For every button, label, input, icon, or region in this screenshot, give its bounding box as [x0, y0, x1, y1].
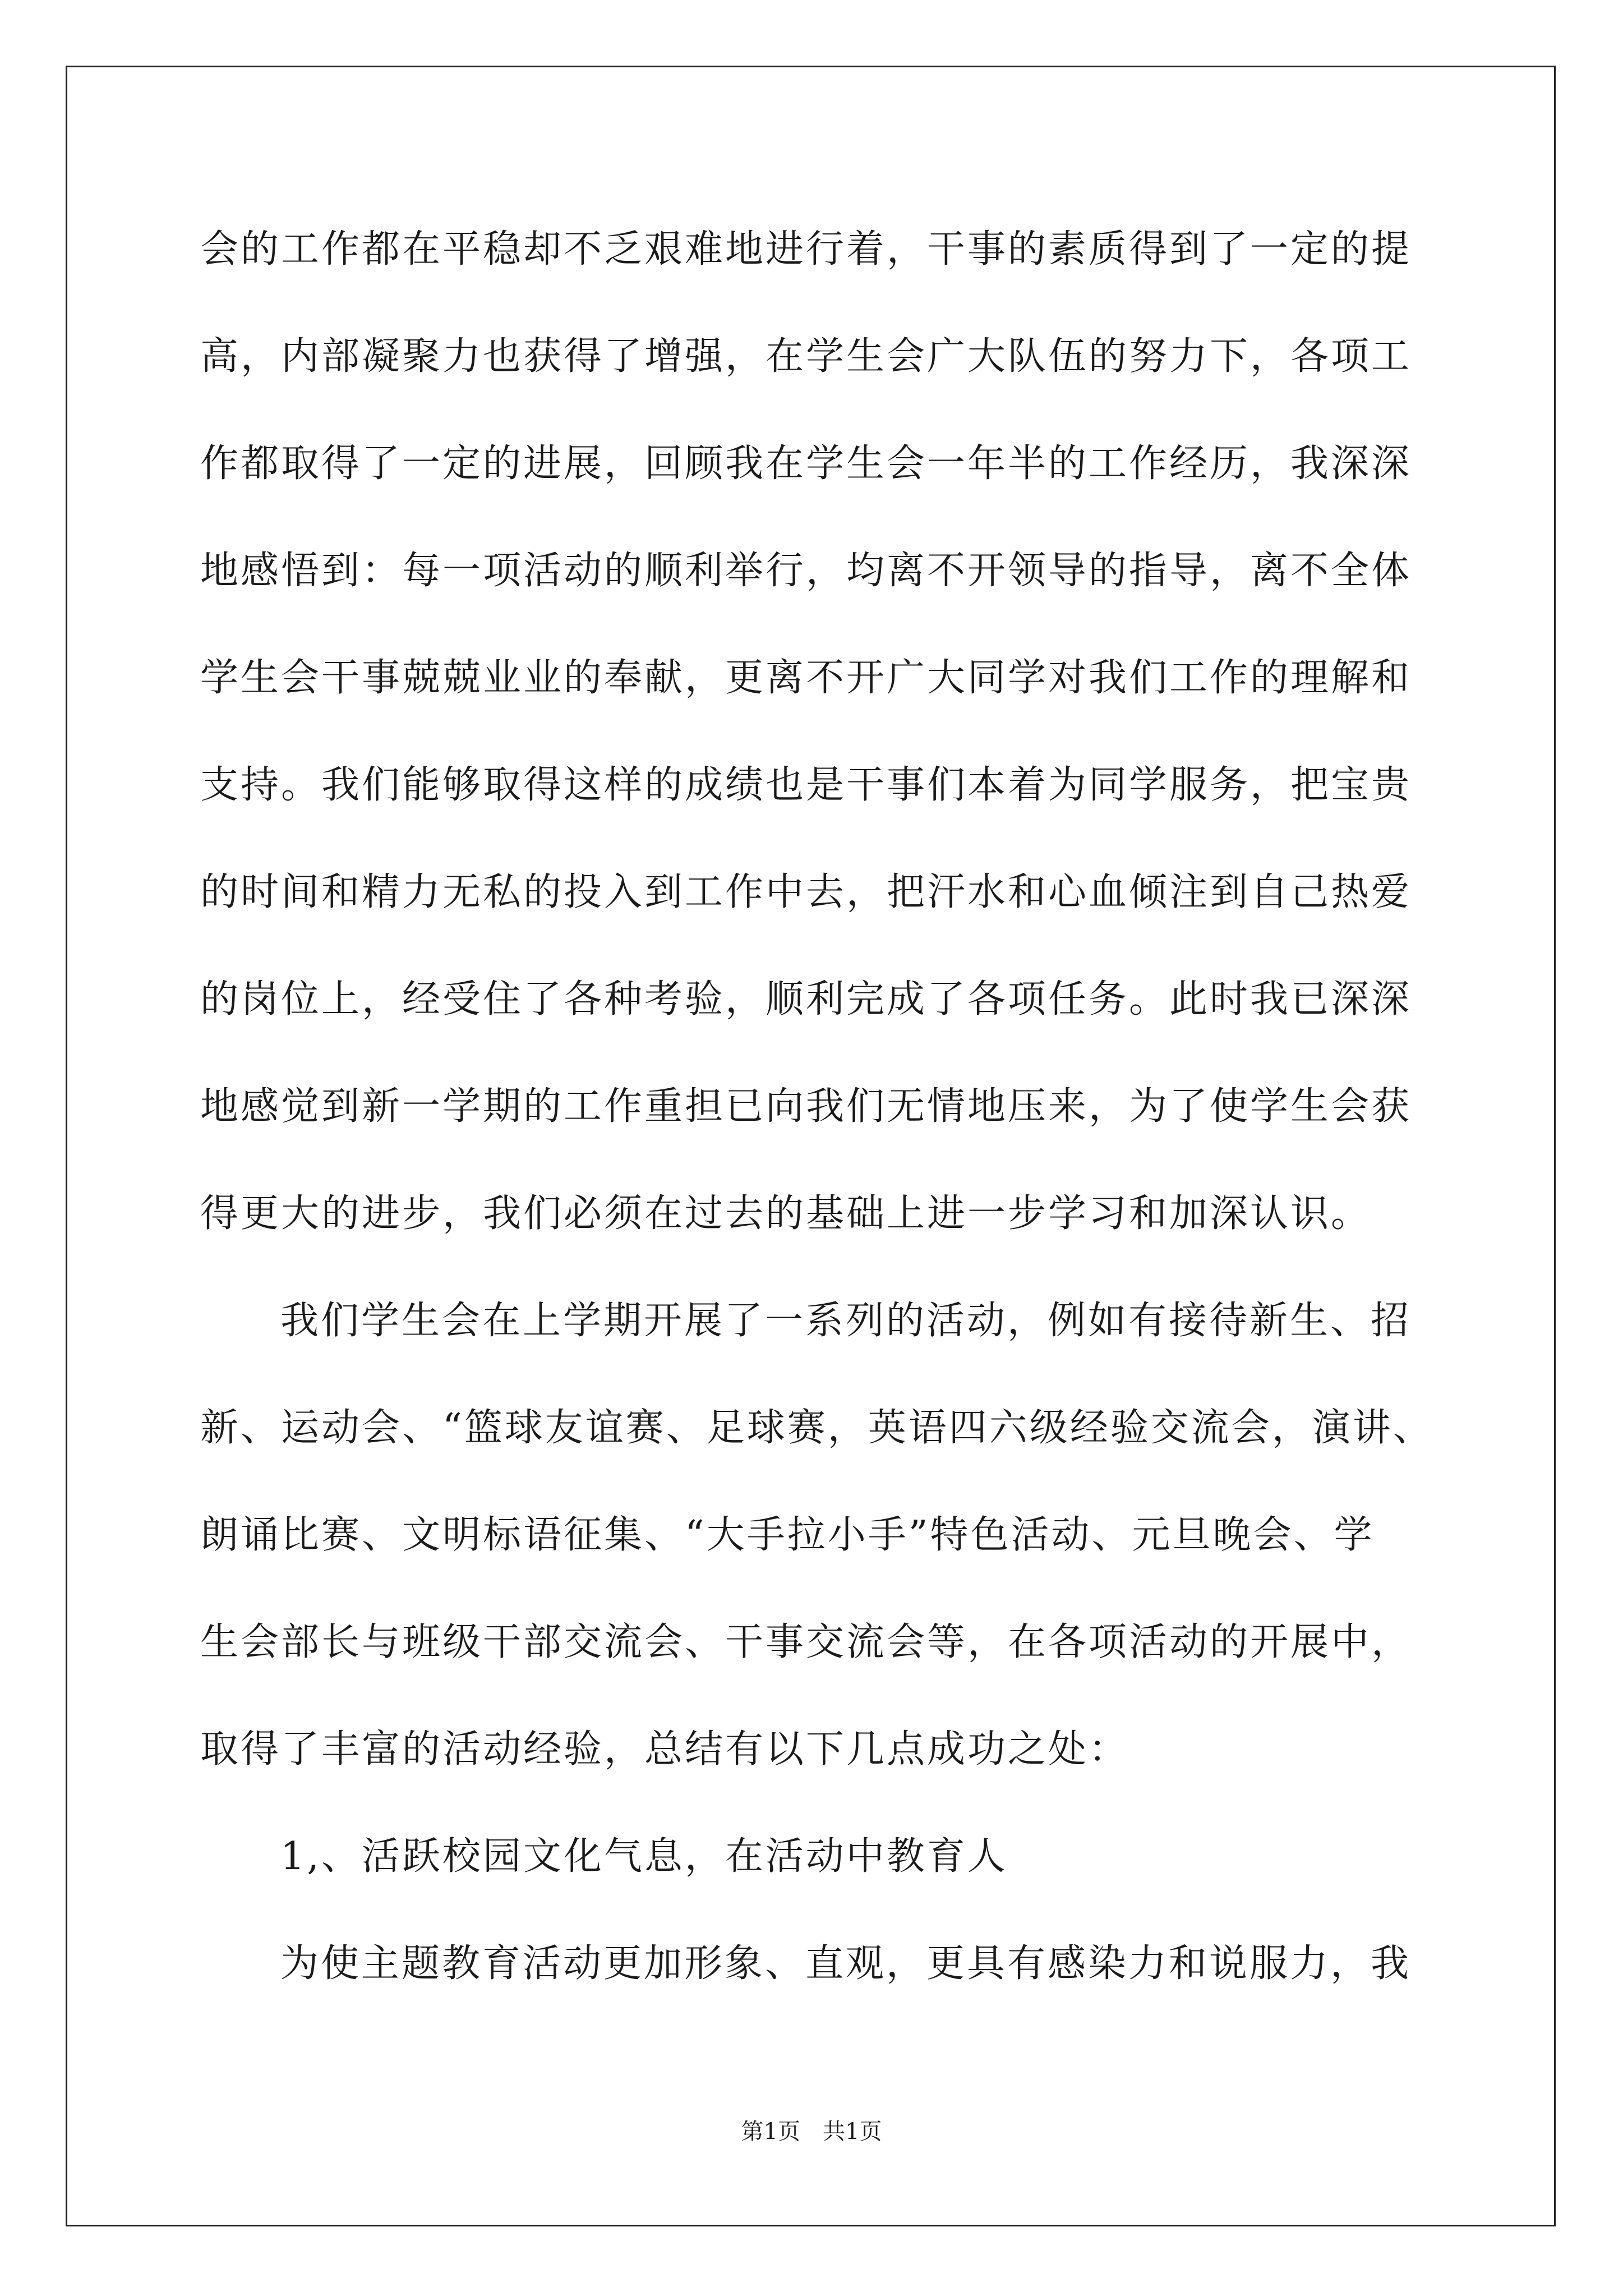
text-line: 新、运动会、“篮球友谊赛、足球赛，英语四六级经验交流会，演讲、: [200, 1406, 1433, 1450]
text-line: 我们学生会在上学期开展了一系列的活动，例如有接待新生、招: [280, 1299, 1412, 1343]
page-border: [66, 66, 1556, 2226]
text-line: 生会部长与班级干部交流会、干事交流会等，在各项活动的开展中，: [200, 1620, 1412, 1664]
text-line: 的岗位上，经受住了各种考验，顺利完成了各项任务。此时我已深深: [200, 977, 1412, 1022]
text-line: 地感悟到：每一项活动的顺利举行，均离不开领导的指导，离不全体: [200, 549, 1412, 593]
text-line: 得更大的进步，我们必须在过去的基础上进一步学习和加深认识。: [200, 1191, 1372, 1236]
text-line: 的时间和精力无私的投入到工作中去，把汗水和心血倾注到自己热爱: [200, 870, 1412, 914]
text-line: 支持。我们能够取得这样的成绩也是干事们本着为同学服务，把宝贵: [200, 763, 1412, 807]
text-line: 作都取得了一定的进展，回顾我在学生会一年半的工作经历，我深深: [200, 441, 1412, 486]
text-line: 高，内部凝聚力也获得了增强，在学生会广大队伍的努力下，各项工: [200, 334, 1412, 379]
text-line: 朗诵比赛、文明标语征集、“大手拉小手”特色活动、元旦晚会、学: [200, 1513, 1375, 1557]
text-line: 为使主题教育活动更加形象、直观，更具有感染力和说服力，我: [280, 1941, 1412, 1986]
section-heading: 1,、活跃校园文化气息，在活动中教育人: [280, 1834, 1008, 1879]
page-number: 第1页 共1页: [741, 2119, 882, 2145]
text-line: 地感觉到新一学期的工作重担已向我们无情地压来，为了使学生会获: [200, 1084, 1412, 1129]
text-line: 学生会干事兢兢业业的奉献，更离不开广大同学对我们工作的理解和: [200, 656, 1412, 700]
text-line: 会的工作都在平稳却不乏艰难地进行着，干事的素质得到了一定的提: [200, 227, 1412, 272]
text-line: 取得了丰富的活动经验，总结有以下几点成功之处：: [200, 1727, 1129, 1772]
